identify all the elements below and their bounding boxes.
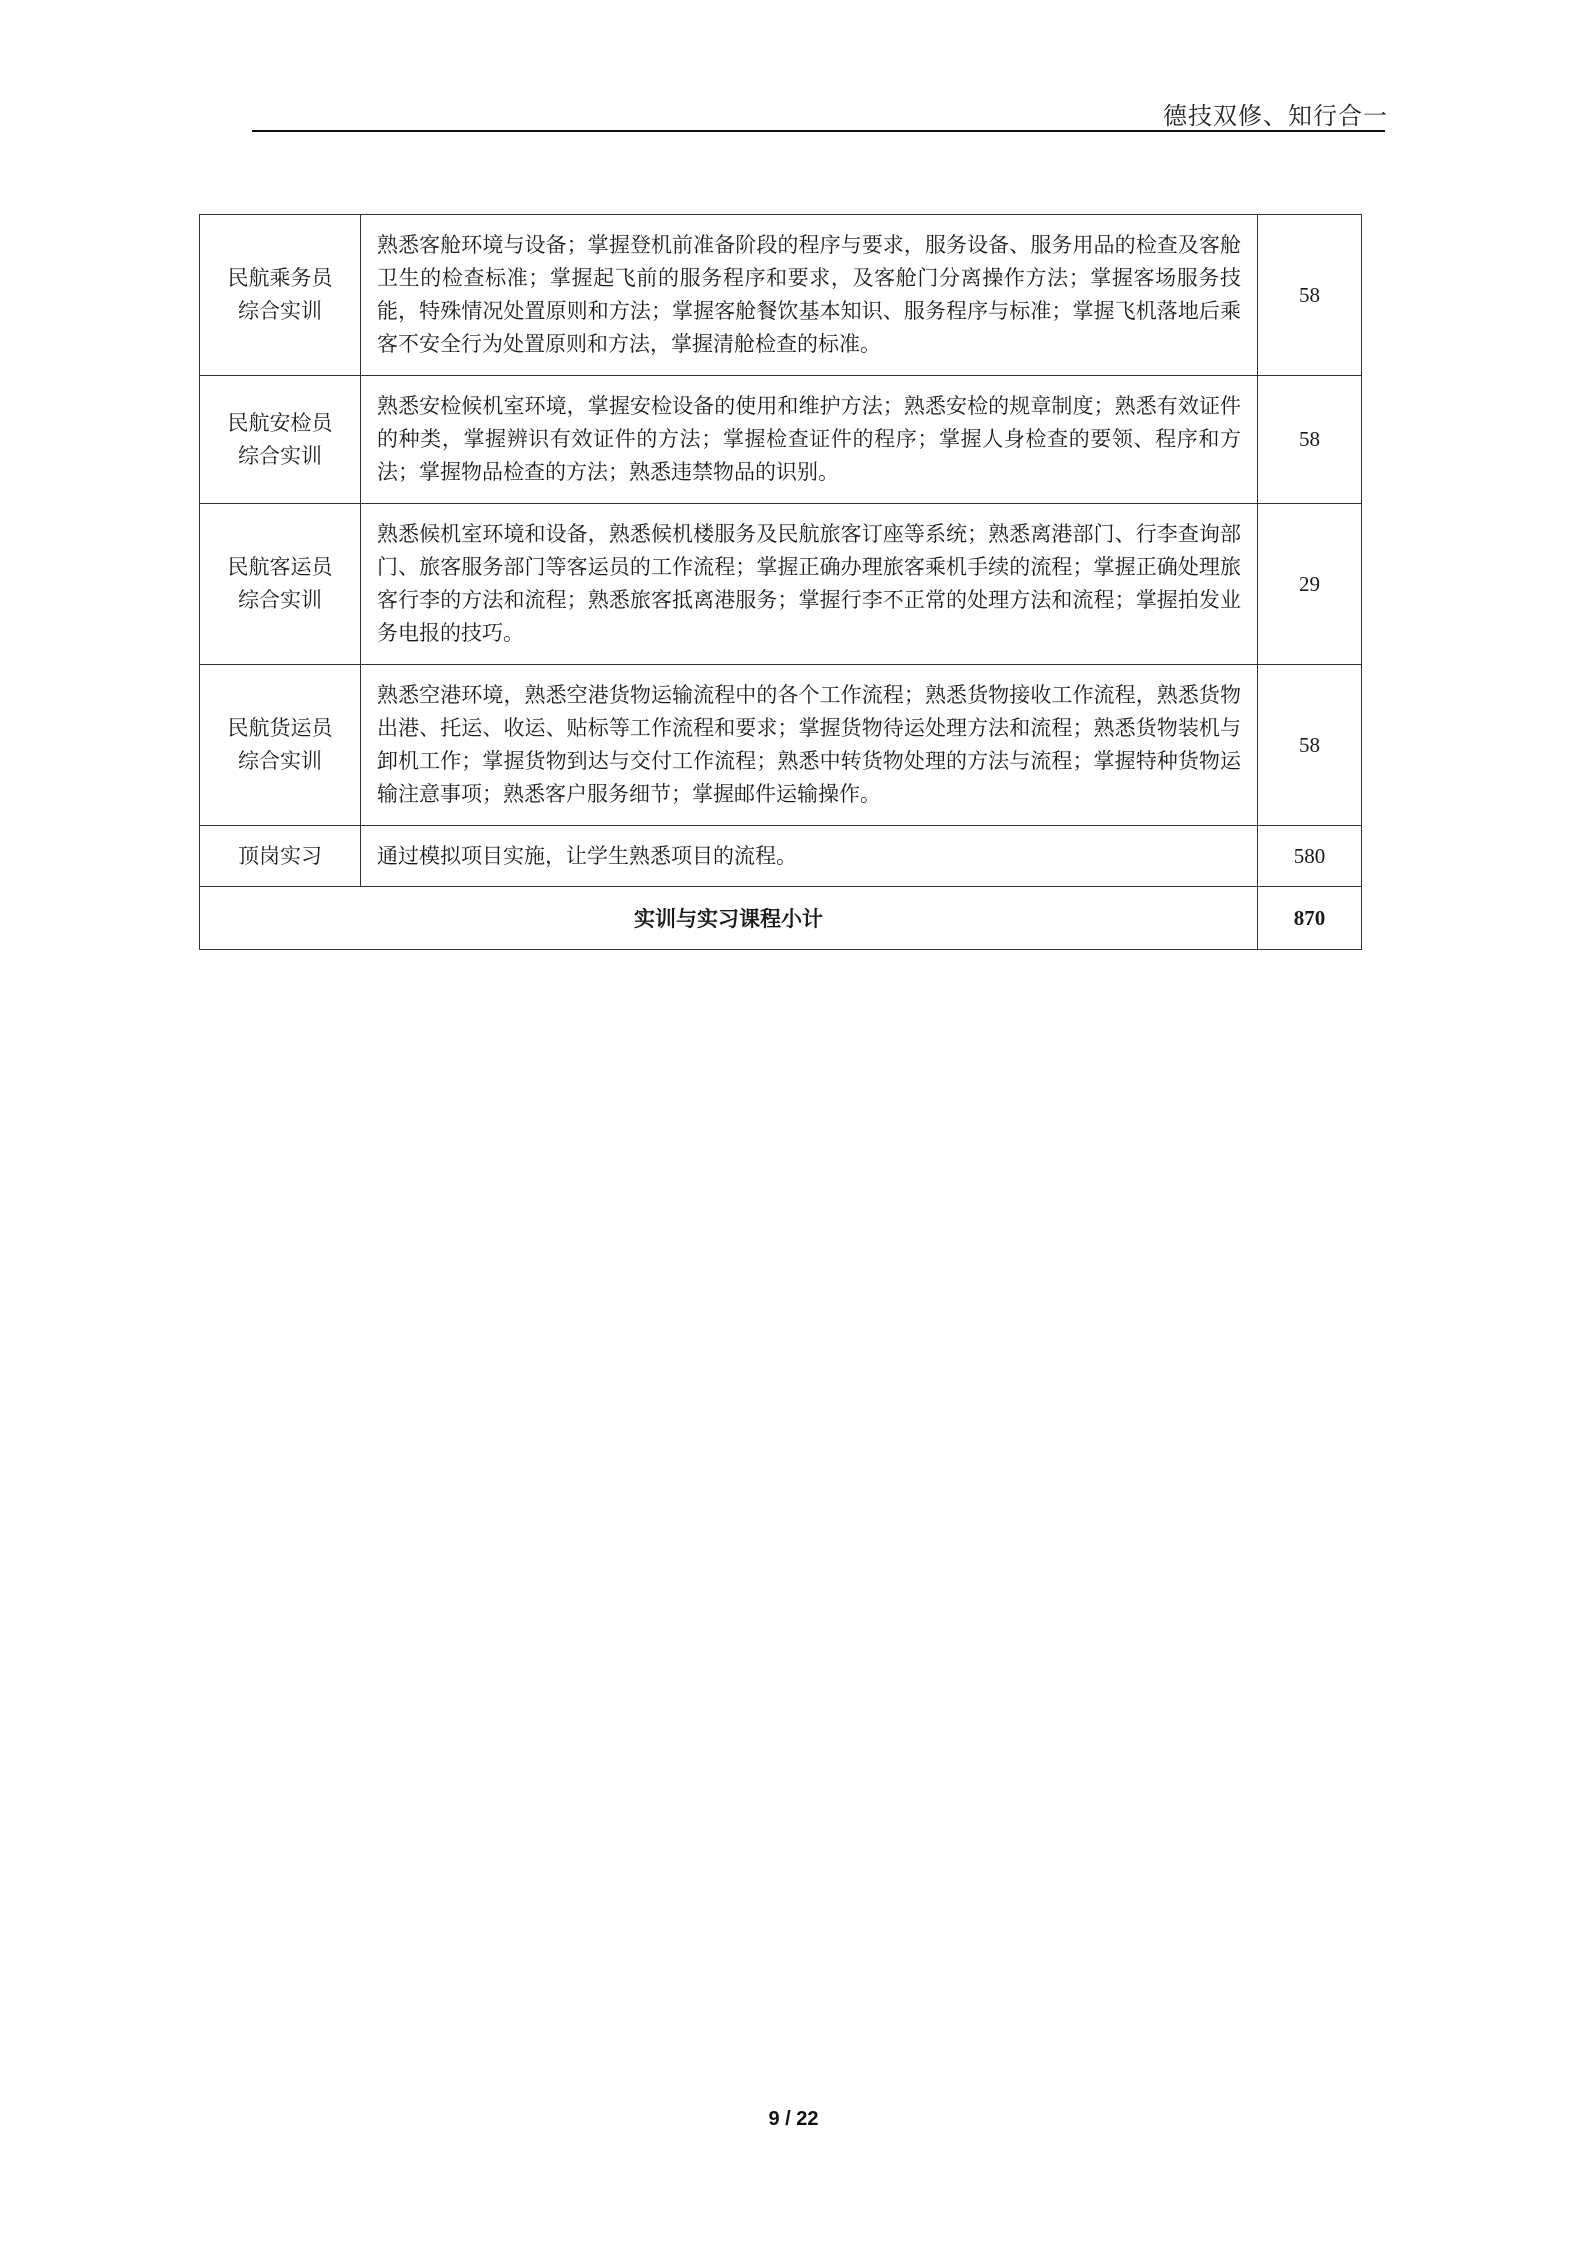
header-rule (252, 130, 1385, 132)
course-name-line: 综合实训 (238, 299, 322, 323)
table-row (200, 376, 1362, 504)
course-hours: 58 (1258, 215, 1362, 376)
course-description: 熟悉空港环境，熟悉空港货物运输流程中的各个工作流程；熟悉货物接收工作流程，熟悉货物出港、托运、收运、贴标等工作流程和要求；掌握货物待运处理方法和流程；熟悉货物装机与卸机工作；掌握货物到达与交付工作流程；熟悉中转货物处理的方法与流程；掌握特种货物运输注意事项；熟悉客户服务细节；掌握邮件运输操作。 (361, 665, 1258, 826)
course-description: 熟悉客舱环境与设备；掌握登机前准备阶段的程序与要求，服务设备、服务用品的检查及客舱卫生的检查标准；掌握起飞前的服务程序和要求，及客舱门分离操作方法；掌握客场服务技能，特殊情况处置原则和方法；掌握客舱餐饮基本知识、服务程序与标准；掌握飞机落地后乘客不安全行为处置原则和方法，掌握清舱检查的标准。 (361, 215, 1258, 376)
course-name-line: 民航安检员 (227, 410, 333, 435)
course-name-line: 民航货运员 (227, 716, 333, 740)
course-name-cell (200, 665, 361, 826)
course-name-line: 顶岗实习 (238, 843, 322, 868)
course-description: 通过模拟项目实施，让学生熟悉项目的流程。 (361, 826, 1258, 887)
course-name-line: 综合实训 (238, 749, 322, 773)
summary-total: 870 (1258, 887, 1362, 950)
course-table (199, 214, 1362, 950)
course-name-line: 民航乘务员 (227, 266, 333, 290)
table-row (200, 826, 1362, 887)
summary-row (200, 887, 1362, 950)
header-motto: 德技双修、知行合一 (1163, 102, 1388, 130)
table-row (200, 504, 1362, 665)
course-name-line: 综合实训 (238, 443, 322, 468)
course-name-cell (200, 376, 361, 504)
course-name-line: 民航客运员 (227, 555, 333, 579)
course-name-cell (200, 215, 361, 376)
course-hours: 29 (1258, 504, 1362, 665)
table-row (200, 665, 1362, 826)
course-hours: 58 (1258, 376, 1362, 504)
page-number: 9 / 22 (768, 2108, 819, 2130)
course-name-line: 综合实训 (238, 588, 322, 612)
course-name-cell (200, 504, 361, 665)
course-hours: 580 (1258, 826, 1362, 887)
table-row (200, 215, 1362, 376)
course-hours: 58 (1258, 665, 1362, 826)
summary-label: 实训与实习课程小计 (200, 887, 1258, 950)
course-description: 熟悉安检候机室环境，掌握安检设备的使用和维护方法；熟悉安检的规章制度；熟悉有效证件的种类，掌握辨识有效证件的方法；掌握检查证件的程序；掌握人身检查的要领、程序和方法；掌握物品检查的方法；熟悉违禁物品的识别。 (361, 376, 1258, 504)
course-description: 熟悉候机室环境和设备，熟悉候机楼服务及民航旅客订座等系统；熟悉离港部门、行李查询部门、旅客服务部门等客运员的工作流程；掌握正确办理旅客乘机手续的流程；掌握正确处理旅客行李的方法和流程；熟悉旅客抵离港服务；掌握行李不正常的处理方法和流程；掌握拍发业务电报的技巧。 (361, 504, 1258, 665)
course-name-cell (200, 826, 361, 887)
